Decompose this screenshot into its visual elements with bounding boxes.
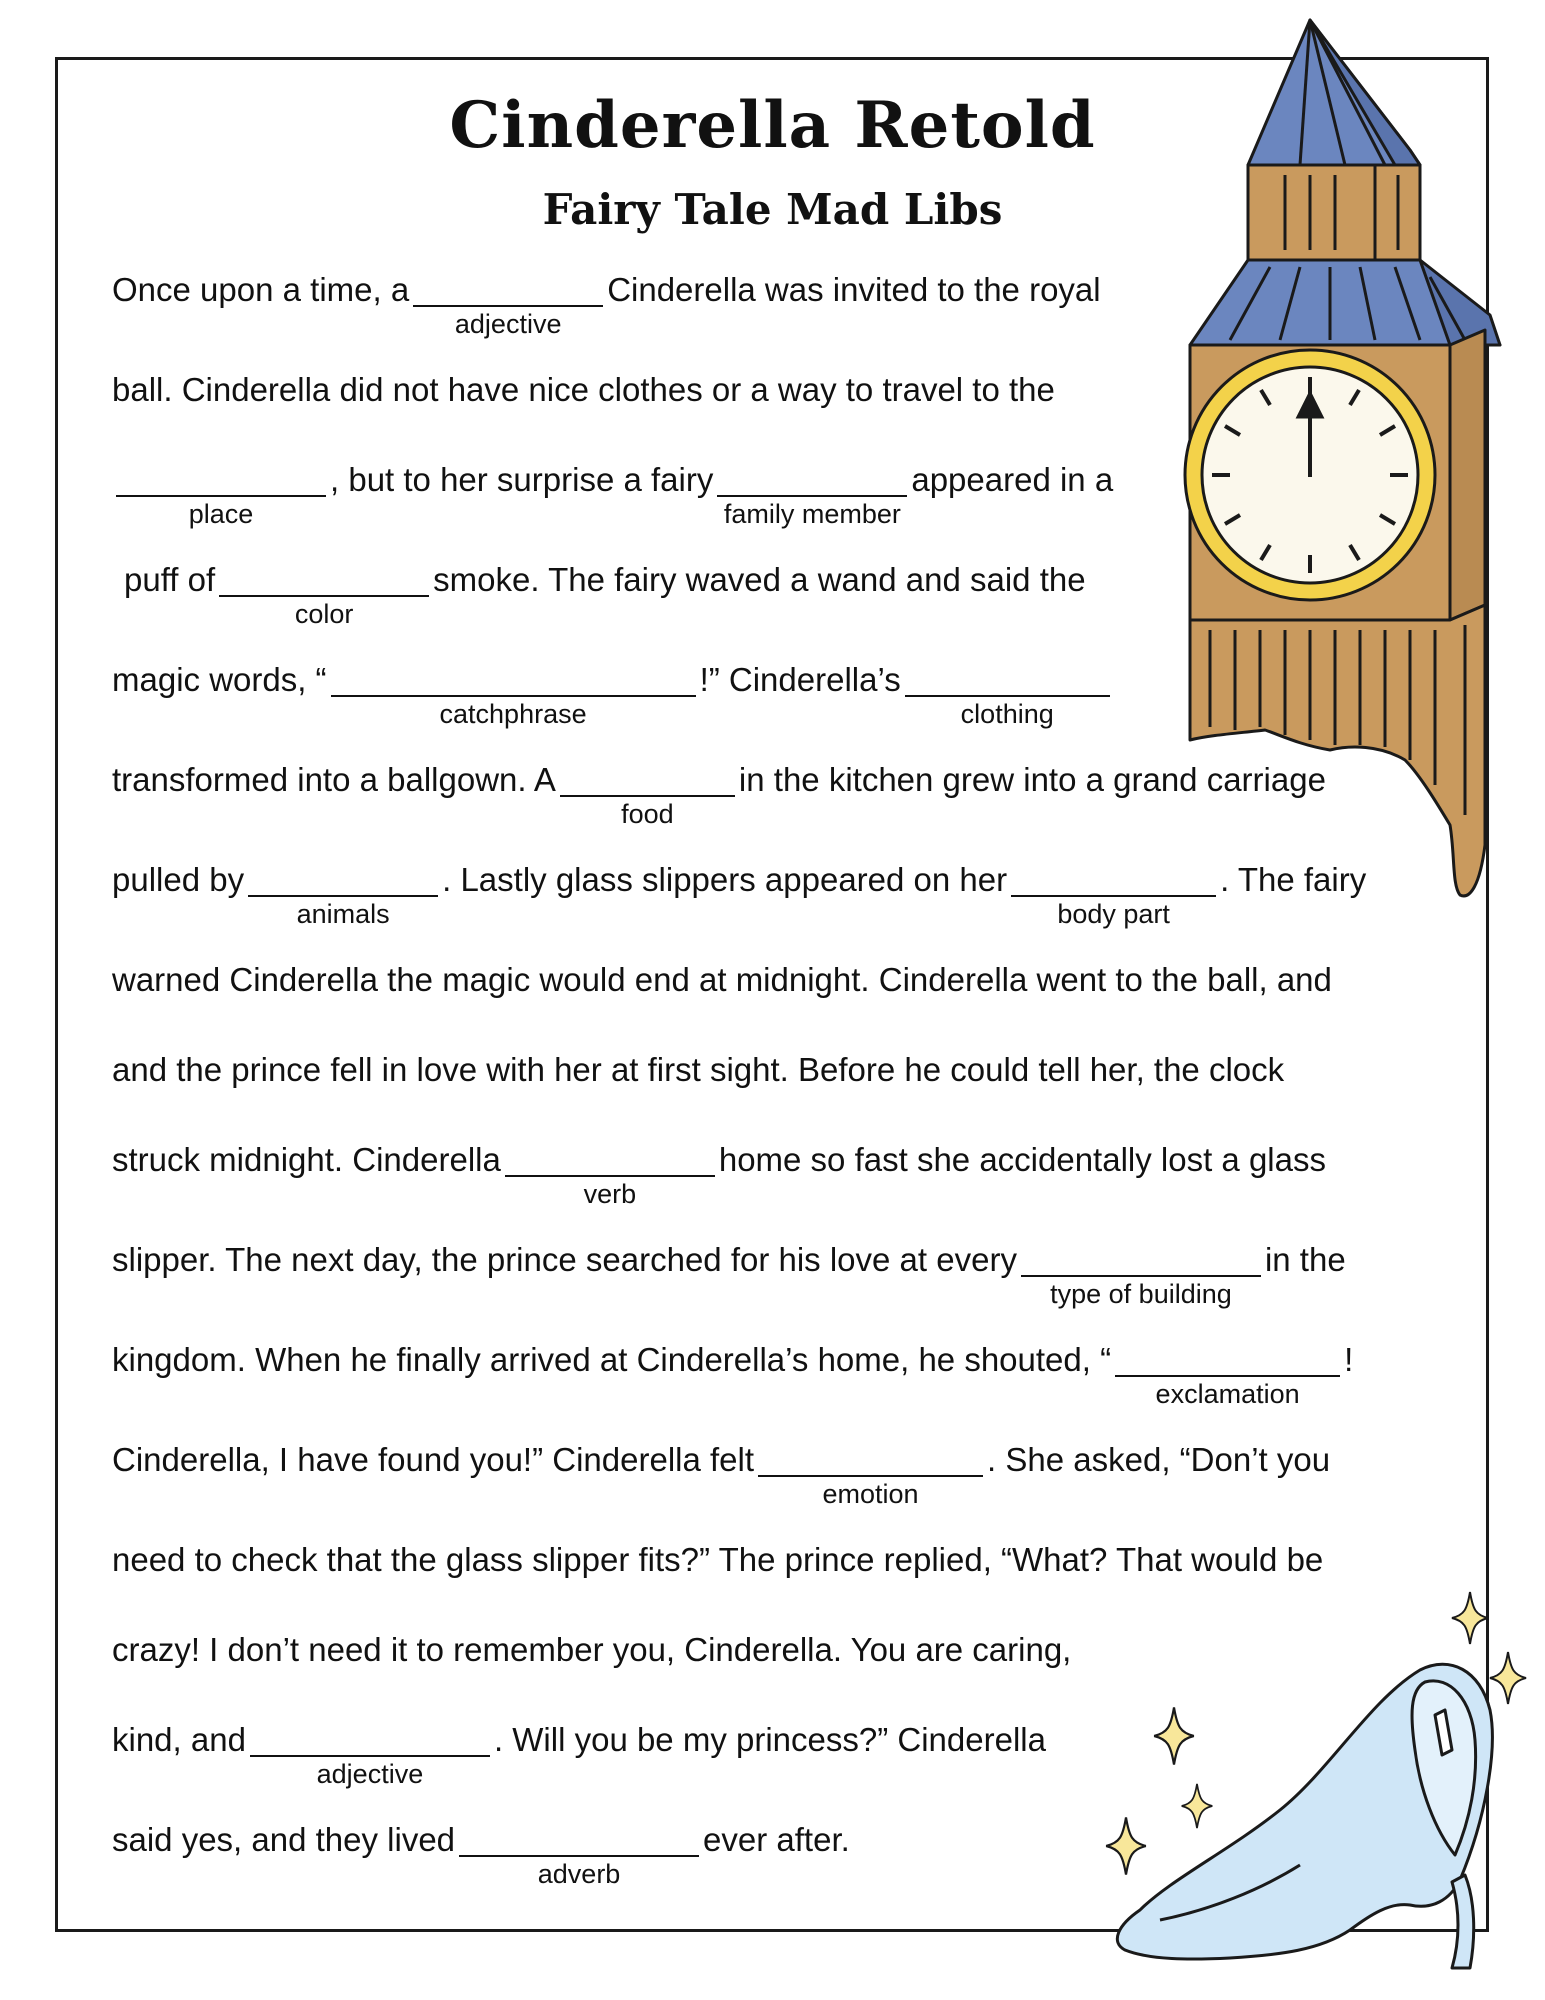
story-text-segment: . Will you be my princess?” Cinderella: [493, 1721, 1046, 1758]
story-line: [112, 1340, 1354, 1409]
story-text-segment: ball. Cinderella did not have nice clothes or a way to travel to the: [112, 371, 1055, 408]
blank-hint-label: place: [188, 499, 254, 529]
story-text-segment: kind, and: [112, 1721, 246, 1758]
story-text-segment: . Lastly glass slippers appeared on her: [442, 861, 1008, 898]
story-text-segment: . She asked, “Don’t you: [987, 1441, 1331, 1478]
story-text-segment: appeared in a: [911, 461, 1114, 498]
story-line: [112, 270, 1101, 339]
story-line: [112, 960, 1332, 1000]
story-text-segment: . The fairy: [1220, 861, 1367, 898]
story-text-segment: pulled by: [112, 861, 245, 898]
blank-hint-label: body part: [1057, 899, 1170, 929]
story-text-segment: !: [1344, 1341, 1354, 1378]
word-blank[interactable]: [560, 765, 735, 829]
story-text-segment: crazy! I don’t need it to remember you, Cinderella. You are caring,: [112, 1631, 1072, 1668]
story-text-segment: Cinderella was invited to the royal: [607, 271, 1101, 308]
page-subtitle: Fairy Tale Mad Libs: [542, 185, 1003, 234]
blank-hint-label: adjective: [316, 1759, 424, 1789]
story-line: [112, 460, 1114, 529]
word-blank[interactable]: [219, 565, 429, 629]
sparkle-icon: [1180, 1782, 1214, 1830]
story-text-segment: slipper. The next day, the prince searched for his love at every: [112, 1241, 1017, 1278]
story-text-segment: !” Cinderella’s: [699, 661, 901, 698]
sparkle-icon: [1450, 1590, 1490, 1646]
word-blank[interactable]: [413, 275, 603, 339]
story-line: [112, 760, 1326, 829]
blank-hint-label: family member: [723, 499, 901, 529]
story-text-segment: need to check that the glass slipper fits?” The prince replied, “What? That would be: [112, 1541, 1324, 1578]
page-title: Cinderella Retold: [449, 88, 1096, 163]
story-text-segment: and the prince fell in love with her at first sight. Before he could tell her, the clock: [112, 1051, 1285, 1088]
word-blank[interactable]: [717, 465, 907, 529]
word-blank[interactable]: [758, 1445, 983, 1509]
story-line: [112, 370, 1055, 410]
story-line: [112, 1540, 1323, 1580]
story-text-segment: Cinderella, I have found you!” Cinderella felt: [112, 1441, 755, 1478]
blank-hint-label: catchphrase: [439, 699, 587, 729]
word-blank[interactable]: [250, 1725, 490, 1789]
blank-hint-label: verb: [583, 1179, 637, 1209]
word-blank[interactable]: [1021, 1245, 1261, 1309]
story-line: [112, 1820, 850, 1889]
blank-hint-label: animals: [296, 899, 390, 929]
story-text-segment: struck midnight. Cinderella: [112, 1141, 501, 1178]
word-blank[interactable]: [248, 865, 438, 929]
sparkle-icon: [1488, 1650, 1528, 1706]
story-text-segment: in the: [1264, 1241, 1346, 1278]
story-line: [112, 660, 1114, 729]
story-text-segment: said yes, and they lived: [112, 1821, 456, 1858]
blank-hint-label: exclamation: [1155, 1379, 1300, 1409]
word-blank[interactable]: [459, 1825, 699, 1889]
blank-hint-label: emotion: [822, 1479, 919, 1509]
word-blank[interactable]: [331, 665, 696, 729]
sparkle-icon: [1152, 1705, 1196, 1767]
story-line: [112, 1630, 1071, 1670]
story-text-segment: Once upon a time, a: [112, 271, 410, 308]
story-line: [112, 1240, 1346, 1309]
glass-slipper-illustration: [1080, 1590, 1540, 1990]
sparkle-icon: [1104, 1815, 1148, 1877]
story-text-segment: magic words, “: [112, 661, 327, 698]
word-blank[interactable]: [1115, 1345, 1340, 1409]
blank-hint-label: food: [621, 799, 674, 829]
story-text-segment: , but to her surprise a fairy: [330, 461, 714, 498]
blank-hint-label: color: [294, 599, 354, 629]
story-text-segment: in the kitchen grew into a grand carriage: [738, 761, 1326, 798]
story-text-segment: kingdom. When he finally arrived at Cinderella’s home, he shouted, “: [112, 1341, 1112, 1378]
word-blank[interactable]: [905, 665, 1110, 729]
blank-hint-label: adverb: [537, 1859, 621, 1889]
story-text-segment: transformed into a ballgown. A: [112, 761, 556, 798]
story-line: [112, 1720, 1046, 1789]
clock-face: [1185, 350, 1435, 600]
story-text-segment: warned Cinderella the magic would end at midnight. Cinderella went to the ball, and: [112, 961, 1332, 998]
story-line: [124, 560, 1086, 629]
story-text-segment: puff of: [124, 561, 216, 598]
blank-hint-label: adjective: [454, 309, 562, 339]
blank-hint-label: clothing: [960, 699, 1054, 729]
story-line: [112, 1440, 1331, 1509]
clock-tower-illustration: [1170, 15, 1530, 905]
story-line: [112, 1140, 1326, 1209]
story-text-segment: home so fast she accidentally lost a glass: [718, 1141, 1326, 1178]
blank-hint-label: type of building: [1050, 1279, 1232, 1309]
word-blank[interactable]: [116, 465, 326, 529]
story-line: [112, 1050, 1284, 1090]
story-text-segment: ever after.: [703, 1821, 850, 1858]
word-blank[interactable]: [505, 1145, 715, 1209]
story-text-segment: smoke. The fairy waved a wand and said the: [433, 561, 1086, 598]
